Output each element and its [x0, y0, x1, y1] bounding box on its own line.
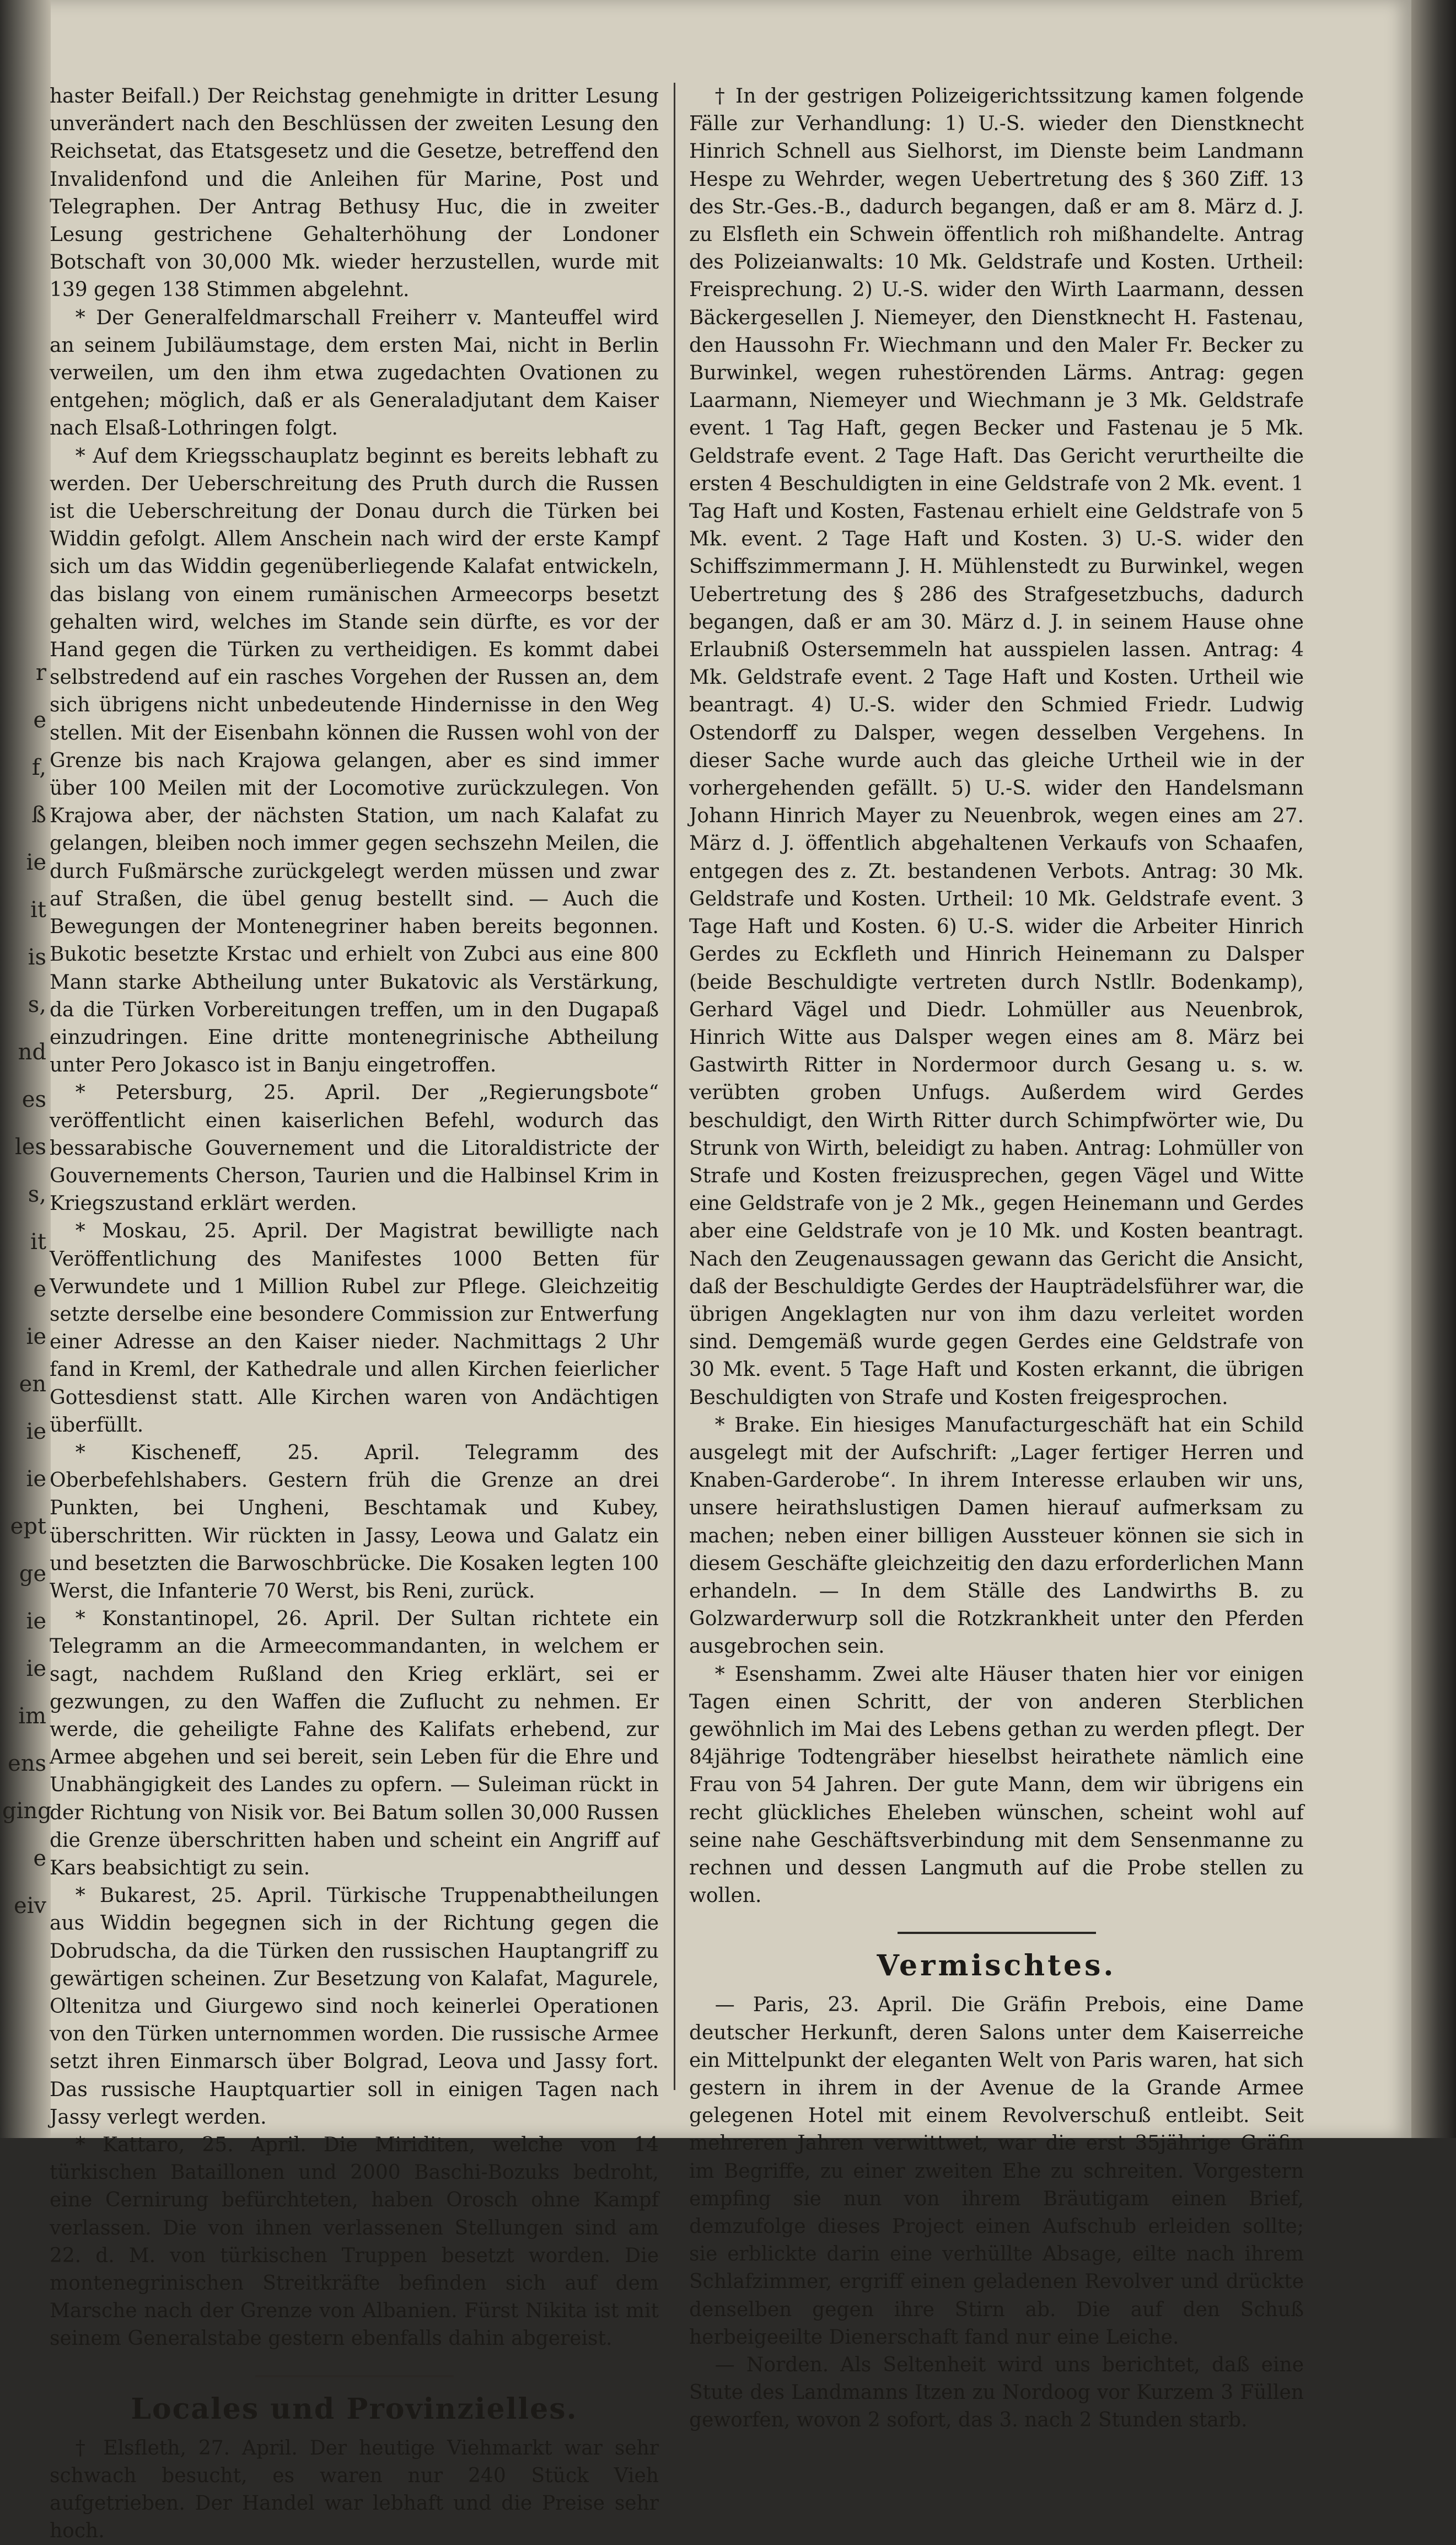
- paragraph-kriegsschauplatz: * Auf dem Kriegsschauplatz beginnt es bereits lebhaft zu werden. Der Ueberschreitung des Pruth durch die Russen ist die Ueberschreitung der Donau durch die Türken bei Widdin gefolgt. Allem Anschein nach wird der erste Kampf sich um das Widdin gegenüberliegende Kalafat entwickeln, das bislang von einem rumänischen Armeecorps besetzt gehalten wird, welches im Stande sein dürfte, es vor der Hand gegen die Türken zu vertheidigen. Es kommt dabei selbstredend auf ein rasches Vorgehen der Russen an, dem sich übrigens nicht unbedeutende Hindernisse in den Weg stellen. Mit der Eisenbahn können die Russen wohl von der Grenze bis nach Krajowa gelangen, aber es sind immer über 100 Meilen mit der Locomotive zurückzulegen. Von Krajowa aber, der nächsten Station, um nach Kalafat zu gelangen, bleiben noch immer gegen sechszehn Meilen, die durch Fußmärsche zurückgelegt werden müssen und zwar auf Straßen, die übel genug bestellt sind. — Auch die Bewegungen der Montenegriner haben bereits begonnen. Bukotic besetzte Krstac und erhielt von Zubci aus eine 800 Mann starke Abtheilung unter Bukatovic als Verstärkung, da die Türken Vorbereitungen treffen, um in den Dugapaß einzudringen. Eine dritte montenegrinische Abtheilung unter Pero Jokasco ist in Banju eingetroffen.: [50, 444, 659, 1077]
- section-divider: [898, 1932, 1096, 1934]
- paragraph-brake: * Brake. Ein hiesiges Manufacturgeschäft hat ein Schild ausgelegt mit der Aufschrift: „Lager fertiger Herren und Knaben-Garderobe“. In ihrem Interesse erlauben wir uns, unsere heirathslustigen Damen hierauf aufmerksam zu machen; neben einer billigen Aussteuer können sie sich in diesem Geschäfte gleichzeitig den dazu erforderlichen Mann erhandeln. — In dem Ställe des Landwirths B. zu Golzwarderwurp soll die Rotzkrankheit unter den Pferden ausgebrochen sein.: [689, 1413, 1304, 1658]
- gutter-fragment: r: [35, 660, 46, 685]
- gutter-fragment: ge: [19, 1561, 46, 1587]
- gutter-fragment: is: [28, 945, 46, 970]
- gutter-fragment: im: [18, 1703, 46, 1729]
- paragraph-esenshamm: * Esenshamm. Zwei alte Häuser thaten hier vor einigen Tagen einen Schritt, der von anderen Sterblichen gewöhnlich im Mai des Lebens gethan zu werden pflegt. Der 84jährige Todtengräber hieselbst heirathete nämlich eine Frau von 54 Jahren. Der gute Mann, dem wir übrigens ein recht glückliches Eheleben wünschen, scheint wohl auf seine nahe Geschäftsverbindung mit dem Sensenmanne zu rechnen und dessen Langmuth auf die Probe stellen zu wollen.: [689, 1663, 1304, 1908]
- gutter-fragment: ie: [26, 850, 46, 875]
- gutter-fragment: s,: [28, 1182, 46, 1207]
- gutter-fragment: ie: [26, 1609, 46, 1634]
- gutter-fragment: eiv: [13, 1893, 46, 1919]
- gutter-fragment: ie: [26, 1419, 46, 1444]
- paragraph-reichstag: haster Beifall.) Der Reichstag genehmigte in dritter Lesung unverändert nach den Beschlüssen der zweiten Lesung den Reichsetat, das Etatsgesetz und die Gesetze, betreffend den Invalidenfond und die Anleihen für Marine, Post und Telegraphen. Der Antrag Bethusy Huc, die in zweiter Lesung gestrichene Gehalterhöhung der Londoner Botschaft von 30,000 Mk. wieder herzustellen, wurde mit 139 gegen 138 Stimmen abgelehnt.: [50, 85, 659, 302]
- gutter-fragment: ept: [10, 1514, 46, 1539]
- page-edge-shadow: [1411, 0, 1456, 2138]
- gutter-fragment: it: [30, 897, 46, 923]
- gutter-fragment: nd: [18, 1040, 46, 1065]
- left-column: [50, 83, 659, 2543]
- gutter-fragment: ens: [8, 1751, 46, 1776]
- paragraph-norden: — Norden. Als Seltenheit wird uns berichtet, daß eine Stute des Landmanns Itzen zu Nordoog vor Kurzem 3 Füllen geworfen, wovon 2 sofort, das 3. nach 2 Stunden starb.: [689, 2354, 1304, 2432]
- gutter-fragment: it: [30, 1229, 46, 1255]
- paragraph-elsfleth: † Elsfleth, 27. April. Der heutige Viehmarkt war sehr schwach besucht, es waren nur 240 Stück Vieh aufgetrieben. Der Handel war lebhaft und die Preise sehr hoch.: [50, 2436, 659, 2543]
- gutter-fragment: en: [19, 1371, 46, 1397]
- paragraph-paris: — Paris, 23. April. Die Gräfin Prebois, eine Dame deutscher Herkunft, deren Salons unter dem Kaiserreiche ein Mittelpunkt der eleganten Welt von Paris waren, hat sich gestern in ihrem in der Avenue de la Grande Armee gelegenen Hotel mit einem Revolverschuß entleibt. Seit mehreren Jahren verwittwet, war die erst 35jährige Gräfin im Begriffe, zu einer zweiten Ehe zu schreiten. Vorgestern empfing sie nun von ihrem Bräutigam einen Brief, demzufolge dieses Project einen Aufschub erleiden sollte; sie erblickte darin eine verhüllte Absage, eilte nach ihrem Schlafzimmer, ergriff einen geladenen Revolver und drückte denselben gegen ihre Stirn ab. Die auf den Schuß herbeigeeilte Dienerschaft fand nur eine Leiche.: [689, 1994, 1304, 2349]
- paragraph-petersburg: * Petersburg, 25. April. Der „Regierungsbote“ veröffentlicht einen kaiserlichen Befehl, wodurch das bessarabische Gouvernement und die Litoraldistricte der Gouvernements Cherson, Taurien und die Halbinsel Krim in Kriegszustand erklärt werden.: [50, 1081, 659, 1215]
- gutter-fragment: es: [22, 1087, 46, 1112]
- column-rule: [674, 83, 675, 2090]
- section-divider: [255, 2375, 454, 2377]
- section-heading-locales: Locales und Provinzielles.: [131, 2392, 578, 2426]
- gutter-fragment: ie: [26, 1466, 46, 1492]
- gutter-fragment: les: [15, 1134, 46, 1160]
- gutter-fragment: e: [33, 1277, 46, 1302]
- gutter-fragments: [2, 660, 52, 1919]
- paragraph-bukarest: * Bukarest, 25. April. Türkische Truppenabtheilungen aus Widdin begegnen sich in der Richtung gegen die Dobrudscha, da die Türken den russischen Hauptangriff zu gewärtigen scheinen. Zur Besetzung von Kalafat, Magurele, Oltenitza und Giurgewo sind noch keinerlei Operationen von den Türken unternommen worden. Die russische Armee setzt ihren Einmarsch über Bolgrad, Leova und Jassy fort. Das russische Hauptquartier soll in einigen Tagen nach Jassy verlegt werden.: [50, 1884, 659, 2129]
- gutter-fragment: s,: [28, 992, 46, 1017]
- gutter-fragment: ie: [26, 1324, 46, 1349]
- section-heading-vermischtes: Vermischtes.: [877, 1949, 1116, 1983]
- right-column: [689, 83, 1304, 2432]
- gutter-fragment: e: [33, 708, 46, 733]
- paragraph-polizeigericht: † In der gestrigen Polizeigerichtssitzung kamen folgende Fälle zur Verhandlung: 1) U.-S. wieder den Dienstknecht Hinrich Schnell aus Sielhorst, im Dienste beim Landmann Hespe zu Wehrder, wegen Uebertretung des § 360 Ziff. 13 des Str.-Ges.-B., dadurch begangen, daß er am 8. März d. J. zu Elsfleth ein Schwein öffentlich roh mißhandelte. Antrag des Polizeianwalts: 10 Mk. Geldstrafe und Kosten. Urtheil: Freisprechung. 2) U.-S. wider den Wirth Laarmann, dessen Bäckergesellen J. Niemeyer, den Dienstknecht H. Fastenau, den Haussohn Fr. Wiechmann und den Maler Fr. Becker zu Burwinkel, wegen ruhestörenden Lärms. Antrag: gegen Laarmann, Niemeyer und Wiechmann je 3 Mk. Geldstrafe event. 1 Tag Haft, gegen Becker und Fastenau je 5 Mk. Geldstrafe event. 2 Tage Haft. Das Gericht verurtheilte die ersten 4 Beschuldigten in eine Geldstrafe von 2 Mk. event. 1 Tag Haft und Kosten, Fastenau erhielt eine Geldstrafe von 5 Mk. event. 2 Tage Haft und Kosten. 3) U.-S. wider den Schiffszimmermann J. H. Mühlenstedt zu Burwinkel, wegen Uebertretung des § 286 des Strafgesetzbuchs, dadurch begangen, daß er am 30. März d. J. in seinem Hause ohne Erlaubniß Ostersemmeln hat ausspielen lassen. Antrag: 4 Mk. Geldstrafe event. 2 Tage Haft und Kosten. Urtheil wie beantragt. 4) U.-S. wider den Schmied Friedr. Ludwig Ostendorff zu Dalsper, wegen desselben Vergehens. In dieser Sache wurde auch das gleiche Urtheil wie in der vorhergehenden gefällt. 5) U.-S. wider den Handelsmann Johann Hinrich Mayer zu Neuenbrok, wegen eines am 27. März d. J. öffentlich abgehaltenen Verkaufs von Schaafen, entgegen des z. Zt. bestandenen Verbots. Antrag: 30 Mk. Geldstrafe und Kosten. Urtheil: 10 Mk. Geldstrafe event. 3 Tage Haft und Kosten. 6) U.-S. wider die Arbeiter Hinrich Gerdes zu Eckfleth und Hinrich Heinemann zu Dalsper (beide Beschuldigte vertreten durch Nstllr. Bodenkamp), Gerhard Vägel und Diedr. Lohmüller aus Neuenbrok, Hinrich Witte aus Dalsper wegen eines am 8. März bei Gastwirth Ritter in Nordermoor durch Gesang u. s. w. verübten groben Unfugs. Außerdem wird Gerdes beschuldigt, den Wirth Ritter durch Schimpfwörter wie, Du Strunk von Wirth, beleidigt zu haben. Antrag: Lohmüller von Strafe und Kosten freizusprechen, gegen Vägel und Witte eine Geldstrafe von je 2 Mk., gegen Heinemann und Gerdes aber eine Geldstrafe von je 10 Mk. und Kosten beantragt. Nach den Zeugenaussagen gewann das Gericht die Ansicht, daß der Beschuldigte Gerdes der Haupträdelsführer war, die übrigen Angeklagten nur von ihm dazu verleitet worden sind. Demgemäß wurde gegen Gerdes eine Geldstrafe von 30 Mk. event. 5 Tage Haft und Kosten erkannt, die übrigen Beschuldigten von Strafe und Kosten freigesprochen.: [689, 85, 1304, 1409]
- paragraph-manteuffel: * Der Generalfeldmarschall Freiherr v. Manteuffel wird an seinem Jubiläumstage, dem ersten Mai, nicht in Berlin verweilen, um den ihm etwa zugedachten Ovationen zu entgehen; möglich, daß er als Generaladjutant dem Kaiser nach Elsaß-Lothringen folgt.: [50, 306, 659, 440]
- paragraph-moskau: * Moskau, 25. April. Der Magistrat bewilligte nach Veröffentlichung des Manifestes 1000 Betten für Verwundete und 1 Million Rubel zur Pflege. Gleichzeitig setzte derselbe eine besondere Commission zur Entwerfung einer Adresse an den Kaiser nieder. Nachmittags 2 Uhr fand in Kreml, der Kathedrale und allen Kirchen feierlicher Gottesdienst statt. Alle Kirchen waren von Andächtigen überfüllt.: [50, 1220, 659, 1437]
- paragraph-kischeneff: * Kischeneff, 25. April. Telegramm des Oberbefehlshabers. Gestern früh die Grenze an drei Punkten, bei Ungheni, Beschtamak und Kubey, überschritten. Wir rückten in Jassy, Leowa und Galatz ein und besetzten die Barwoschbrücke. Die Kosaken legten 100 Werst, die Infanterie 70 Werst, bis Reni, zurück.: [50, 1441, 659, 1603]
- gutter-fragment: ß: [31, 802, 46, 828]
- gutter-fragment: e: [33, 1846, 46, 1871]
- paragraph-konstantinopel: * Konstantinopel, 26. April. Der Sultan richtete ein Telegramm an die Armeecommandanten, in welchem er sagt, nachdem Rußland den Krieg erklärt, sei er gezwungen, zu den Waffen die Zuflucht zu nehmen. Er werde, die geheiligte Fahne des Kalifats erhebend, zur Armee abgehen und sei bereit, sein Leben für die Ehre und Unabhängigkeit des Landes zu opfern. — Suleiman rückt in der Richtung von Nisik vor. Bei Batum sollen 30,000 Russen die Grenze überschritten haben und scheint ein Angriff auf Kars beabsichtigt zu sein.: [50, 1608, 659, 1879]
- gutter-fragment: f,: [31, 755, 46, 780]
- paragraph-kattaro: * Kattaro, 25. April. Die Miriditen, welche von 14 türkischen Bataillonen und 2000 Baschi-Bozuks bedroht, eine Cernirung befürchteten, haben Orosch ohne Kampf verlassen. Die von ihnen verlassenen Stellungen sind am 22. d. M. von türkischen Truppen besetzt worden. Die montenegrinischen Streitkräfte befinden sich auf dem Marsche nach der Grenze von Albanien. Fürst Nikita ist mit seinem Generalstabe gestern ebenfalls dahin abgereist.: [50, 2134, 659, 2350]
- gutter-fragment: ging: [2, 1798, 52, 1824]
- gutter-fragment: ie: [26, 1656, 46, 1681]
